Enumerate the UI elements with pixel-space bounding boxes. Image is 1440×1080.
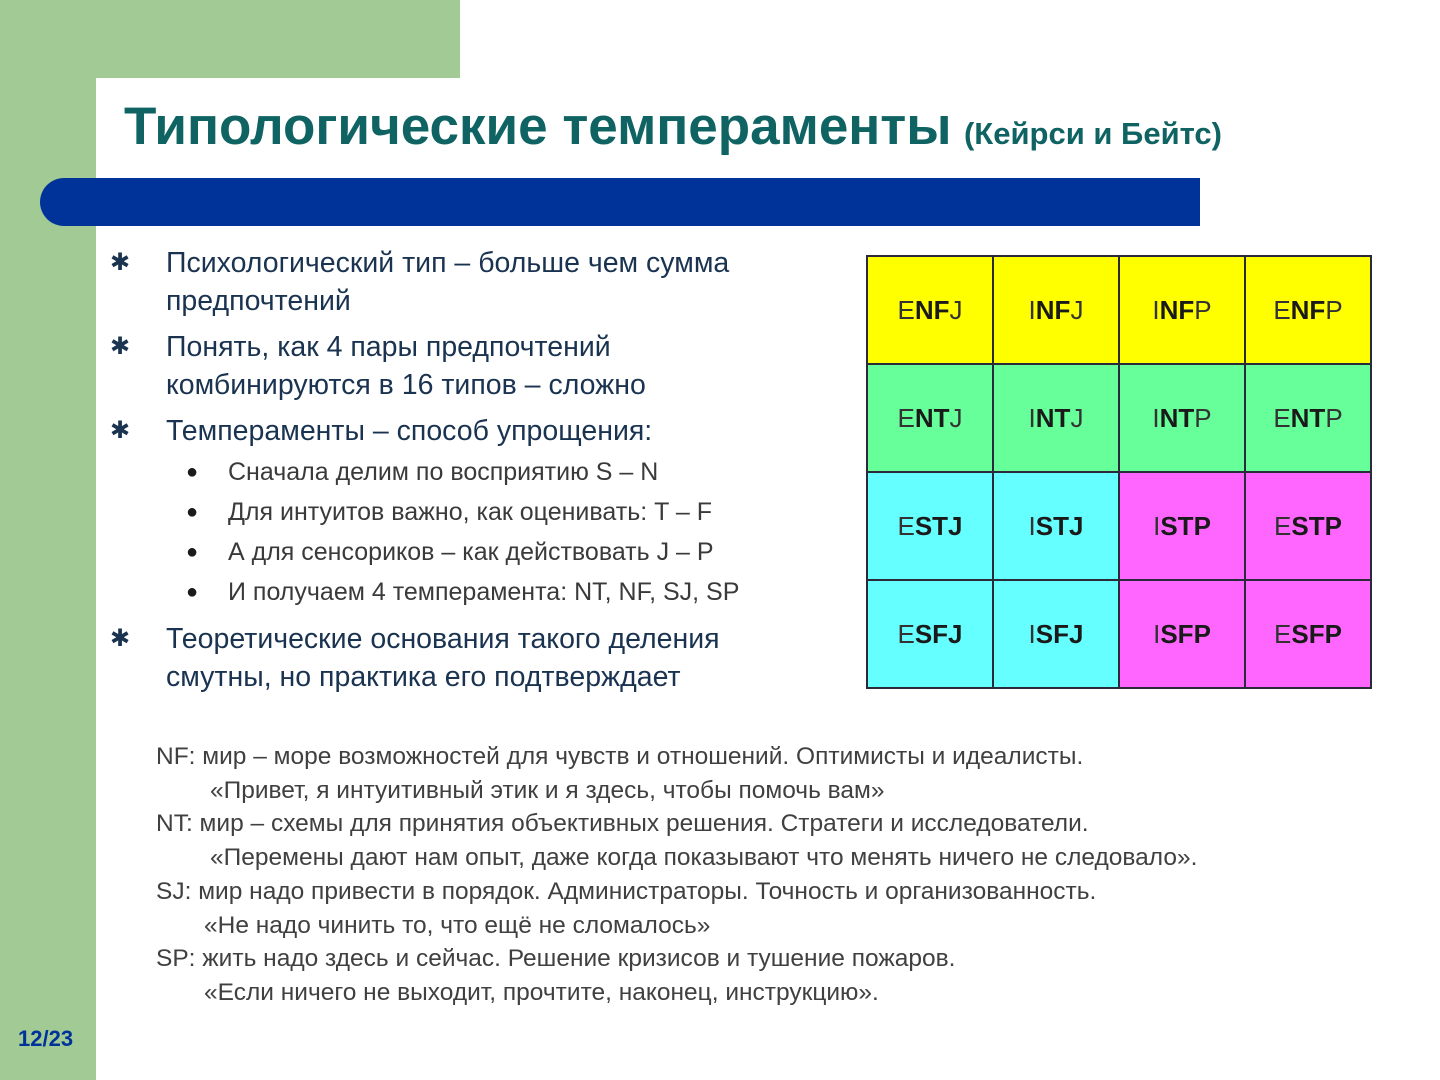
asterisk-bullet-icon: ✱ [110,625,131,652]
bullet-item [110,328,830,404]
type-cell [1246,581,1370,687]
type-letter-pair: ST [1035,510,1069,541]
type-cell [1120,365,1244,471]
type-cell [1246,257,1370,363]
type-grid [866,255,1372,689]
bullet-item [110,412,830,450]
note-nt: NT: мир – схемы для принятия объективных решения. Стратеги и исследователи. [156,810,1089,838]
type-letter: J [949,294,963,325]
type-letter: E [897,402,915,433]
bullet-line: смутны, но практика его подтверждает [166,661,681,693]
title-main: Типологические темпераменты [124,97,952,156]
type-letter: E [1274,510,1292,541]
type-cell [868,257,992,363]
note-nf: NF: мир – море возможностей для чувств и отношений. Оптимисты и идеалисты. [156,743,1084,770]
type-cell [1120,581,1244,687]
note-sp: SP: жить надо здесь и сейчас. Решение кризисов и тушение пожаров. [156,945,956,973]
type-letter-pair: NT [1035,402,1071,433]
type-letter: P [1324,618,1342,649]
type-letter-pair: NF [914,294,950,325]
note-nt-quote: «Перемены дают нам опыт, даже когда показывают что менять ничего не следовало». [210,844,1198,872]
bullet-item [110,244,830,320]
bullet-line: Теоретические основания такого деления [166,623,720,655]
bullet-list [110,244,830,704]
type-letter: J [1070,294,1084,325]
type-letter-pair: ST [1160,510,1194,541]
type-letter-pair: NT [1290,402,1326,433]
type-letter: E [1274,618,1292,649]
type-letter-pair: NT [1159,402,1195,433]
type-letter: P [1324,510,1342,541]
sub-bullet-item [110,452,830,492]
type-cell [1246,473,1370,579]
type-letter: P [1325,294,1343,325]
type-letter-pair: NT [914,402,950,433]
type-letter-pair: SF [1160,618,1194,649]
type-letter: J [1070,402,1084,433]
type-letter-pair: ST [1291,510,1325,541]
top-green-block [96,0,460,78]
sub-bullet-text: И получаем 4 темперамента: NT, NF, SJ, SP [228,578,740,606]
asterisk-bullet-icon: ✱ [110,333,131,360]
bullet-line: Темпераменты – способ упрощения: [166,415,653,447]
type-letter: P [1193,618,1211,649]
left-green-strip [0,0,96,1080]
bullet-line: предпочтений [166,285,351,317]
bullet-line: Понять, как 4 пары предпочтений [166,331,611,363]
type-letter: P [1194,294,1212,325]
type-cell [868,581,992,687]
sub-bullet-text: Сначала делим по восприятию S – N [228,458,659,486]
type-letter: P [1325,402,1343,433]
temperament-notes [156,740,1197,1010]
type-cell [1120,473,1244,579]
sub-bullet-item [110,532,830,572]
type-letter: J [948,510,963,541]
dot-bullet-icon: ● [186,461,199,483]
type-letter: P [1194,402,1212,433]
type-letter: E [1273,294,1291,325]
note-nf-quote: «Привет, я интуитивный этик и я здесь, чтобы помочь вам» [210,776,885,804]
type-letter-pair: SF [914,618,949,649]
type-cell [994,257,1118,363]
sub-bullet-text: А для сенсориков – как действовать J – P [228,538,714,566]
bullet-line: комбинируются в 16 типов – сложно [166,369,646,401]
type-letter: E [1273,402,1291,433]
page-number: 12/23 [18,1026,74,1051]
asterisk-bullet-icon: ✱ [110,249,131,276]
slide-title [124,96,1222,157]
type-cell [1120,257,1244,363]
asterisk-bullet-icon: ✱ [110,417,131,444]
note-sp-quote: «Если ничего не выходит, прочтите, наконец, инструкцию». [204,978,879,1006]
dot-bullet-icon: ● [186,541,199,563]
type-cell [994,473,1118,579]
type-cell [1246,365,1370,471]
bullet-item [110,620,830,696]
sub-bullet-text: Для интуитов важно, как оценивать: T – F [228,498,712,526]
type-letter: I [1153,618,1161,649]
type-letter: I [1152,294,1160,325]
note-sj: SJ: мир надо привести в порядок. Администраторы. Точность и организованность. [156,877,1097,905]
type-letter: I [1153,510,1161,541]
type-letter-pair: SF [1035,618,1069,649]
sub-bullet-list [110,452,830,612]
type-letter-pair: ST [914,510,949,541]
type-letter: E [897,294,915,325]
type-letter: E [897,510,915,541]
bullet-line: Психологический тип – больше чем сумма [166,247,730,279]
type-letter: J [949,402,963,433]
type-letter: E [897,618,915,649]
note-sj-quote: «Не надо чинить то, что ещё не сломалось» [204,911,711,939]
type-letter: P [1193,510,1211,541]
type-letter: I [1028,510,1036,541]
title-underline-bar [40,178,1200,226]
dot-bullet-icon: ● [186,581,199,603]
type-letter: I [1028,618,1036,649]
type-letter: I [1152,402,1160,433]
dot-bullet-icon: ● [186,501,199,523]
type-letter-pair: NF [1159,294,1195,325]
type-letter: I [1028,402,1036,433]
type-letter-pair: NF [1290,294,1326,325]
type-letter: J [1069,618,1084,649]
type-letter-pair: SF [1291,618,1325,649]
title-subtitle: (Кейрси и Бейтс) [963,116,1222,151]
type-letter: J [948,618,963,649]
type-letter: J [1069,510,1084,541]
type-letter-pair: NF [1035,294,1071,325]
type-cell [868,365,992,471]
sub-bullet-item [110,492,830,532]
type-cell [994,581,1118,687]
sub-bullet-item [110,572,830,612]
type-cell [994,365,1118,471]
type-letter: I [1028,294,1036,325]
type-cell [868,473,992,579]
